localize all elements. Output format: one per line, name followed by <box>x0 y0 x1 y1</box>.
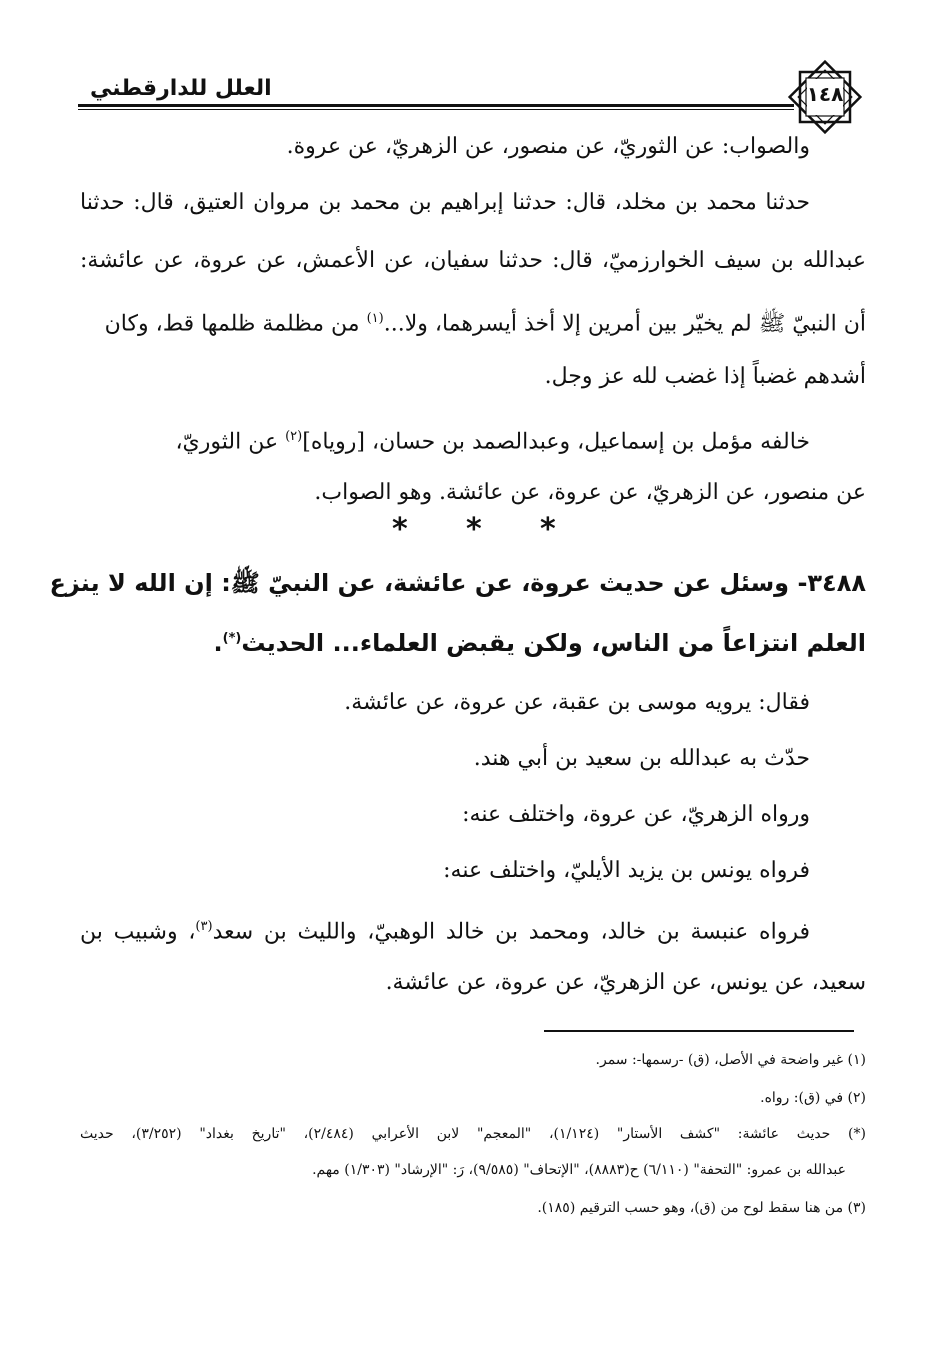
footnote: (٢) في (ق): رواه. <box>760 1090 866 1106</box>
text-line: عن منصور، عن الزهريّ، عن عروة، عن عائشة. وهو الصواب. <box>314 480 866 505</box>
text-line: ورواه الزهريّ، عن عروة، واختلف عنه: <box>462 802 810 827</box>
text-segment: خالفه مؤمل بن إسماعيل، وعبدالصمد بن حسان، [روياه] <box>302 429 810 455</box>
page-number: ١٤٨ <box>806 82 844 106</box>
text-segment: العلم انتزاعاً من الناس، ولكن يقبض العلماء... الحديث <box>241 629 866 657</box>
text-line: أشدهم غضباً إذا غضب لله عز وجل. <box>544 364 866 389</box>
text-line: والصواب: عن الثوريّ، عن منصور، عن الزهريّ، عن عروة. <box>286 134 810 159</box>
text-segment: أن النبيّ ﷺ لم يخيّر بين أمرين إلا أخذ أيسرهما، ولا... <box>383 311 866 337</box>
divider-star: * <box>540 512 556 547</box>
section-divider-stars <box>0 512 939 552</box>
footnote: (٣) من هنا سقط لوح من (ق)، وهو حسب الترقيم (١٨٥). <box>537 1200 866 1216</box>
text-segment: عن الثوريّ، <box>175 429 279 455</box>
footnote-ref: (٣) <box>195 919 213 934</box>
footnote-ref: (*) <box>222 631 242 646</box>
footnote-ref: (٢) <box>285 429 303 444</box>
text-line <box>175 410 810 469</box>
text-segment: ، وشبيب بن <box>80 919 196 945</box>
text-line: عبدالله بن سيف الخوارزميّ، قال: حدثنا سفيان، عن الأعمش، عن عروة، عن عائشة: <box>80 248 866 273</box>
footnote-continuation: عبدالله بن عمرو: "التحفة" (٦/١١٠) ح(٨٨٨٣)، "الإتحاف" (٩/٥٨٥)، رَ: "الإرشاد" (١/٣٠٣) مهم. <box>312 1162 846 1178</box>
text-line: فرواه يونس بن يزيد الأيليّ، واختلف عنه: <box>443 858 810 883</box>
footnote: (١) غير واضحة في الأصل، (ق) -رسمها-: سمر. <box>595 1052 866 1068</box>
footnote: (*) حديث عائشة: "كشف الأستار" (١/١٢٤)، "المعجم" لابن الأعرابي (٢/٤٨٤)، "تاريخ بغداد" (٣/٢٥٢)، حديث <box>80 1126 866 1142</box>
entry-heading-line <box>214 612 866 670</box>
footnote-ref: (١) <box>366 311 384 326</box>
text-line <box>80 900 810 959</box>
text-line: حدثنا محمد بن مخلد، قال: حدثنا إبراهيم بن محمد بن مروان العتيق، قال: حدثنا <box>80 190 810 215</box>
text-line: سعيد، عن يونس، عن الزهريّ، عن عروة، عن عائشة. <box>385 970 866 995</box>
text-line <box>105 292 866 351</box>
divider-star: * <box>392 512 408 547</box>
header-rule-thin <box>78 109 794 110</box>
entry-heading-line: ٣٤٨٨- وسئل عن حديث عروة، عن عائشة، عن النبيّ ﷺ: إن الله لا ينزع <box>49 569 866 597</box>
divider-star: * <box>466 512 482 547</box>
text-line: حدّث به عبدالله بن سعيد بن أبي هند. <box>473 746 810 771</box>
text-line: فقال: يرويه موسى بن عقبة، عن عروة، عن عائشة. <box>344 690 810 715</box>
footnote-separator <box>544 1030 854 1032</box>
running-title: العلل للدارقطني <box>90 76 272 101</box>
header-rule <box>78 104 794 107</box>
text-segment: فرواه عنبسة بن خالد، ومحمد بن خالد الوهبيّ، والليث بن سعد <box>212 919 810 945</box>
text-segment: من مظلمة ظلمها قط، وكان <box>104 311 360 337</box>
text-segment: . <box>213 629 223 657</box>
